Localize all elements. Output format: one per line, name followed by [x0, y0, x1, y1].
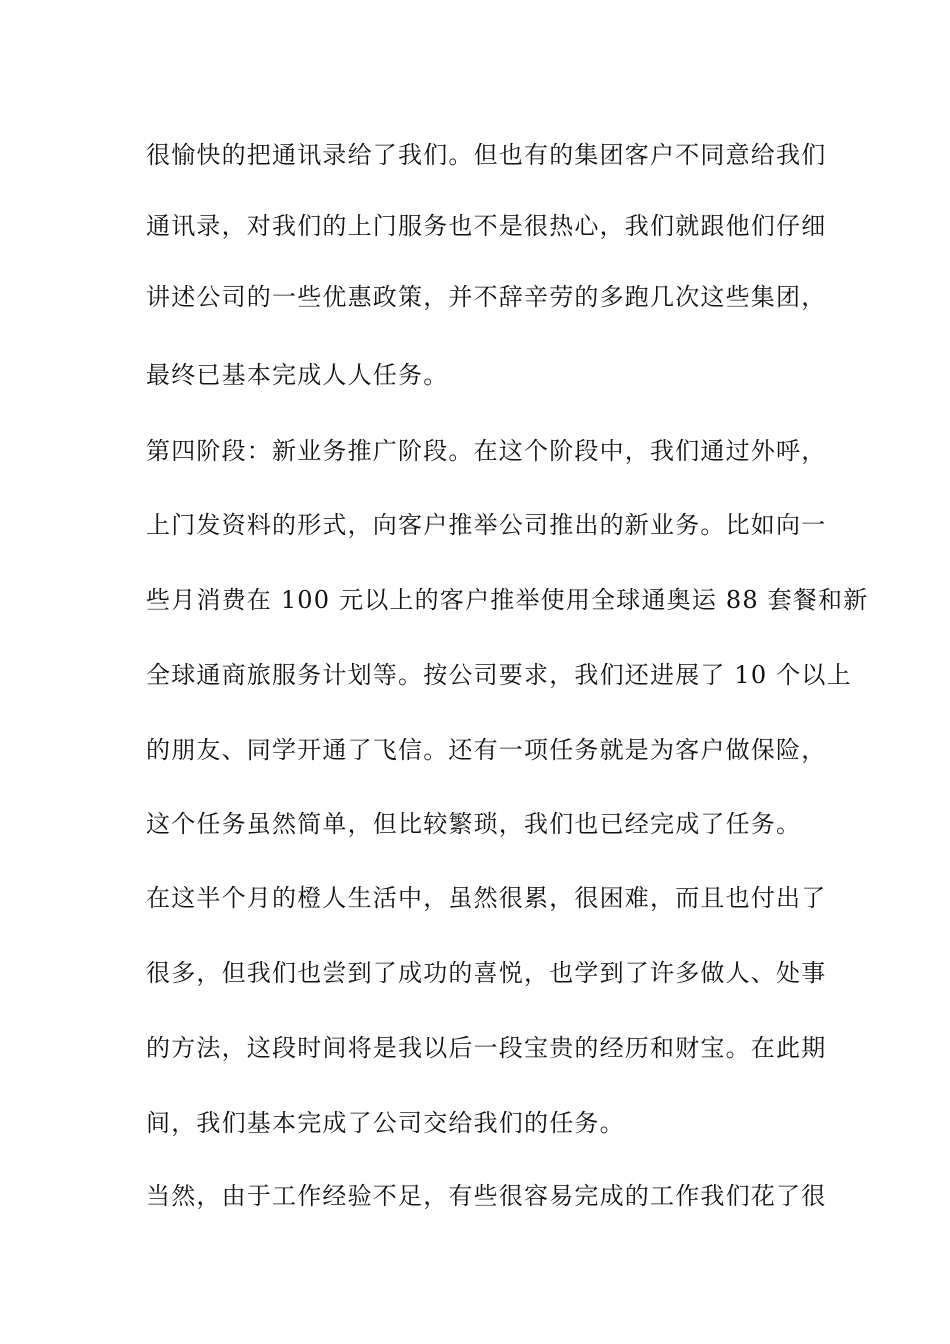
text-line: 的方法，这段时间将是我以后一段宝贵的经历和财宝。在此期 [146, 1034, 827, 1062]
text-line: 通讯录，对我们的上门服务也不是很热心，我们就跟他们仔细 [146, 212, 827, 240]
text-line: 间，我们基本完成了公司交给我们的任务。 [146, 1109, 625, 1137]
text-line: 上门发资料的形式，向客户推举公司推出的新业务。比如向一 [146, 511, 827, 539]
text-line: 最终已基本完成人人任务。 [146, 361, 449, 389]
text-line: 这个任务虽然简单，但比较繁琐，我们也已经完成了任务。 [146, 810, 802, 838]
text-line: 在这半个月的橙人生活中，虽然很累，很困难，而且也付出了 [146, 884, 827, 912]
text-line: 的朋友、同学开通了飞信。还有一项任务就是为客户做保险， [146, 736, 827, 764]
text-line: 讲述公司的一些优惠政策，并不辞辛劳的多跑几次这些集团， [146, 283, 827, 311]
text-line: 全球通商旅服务计划等。按公司要求，我们还进展了 10 个以上 [146, 661, 852, 689]
text-line: 第四阶段：新业务推广阶段。在这个阶段中，我们通过外呼， [146, 437, 827, 465]
text-line: 当然，由于工作经验不足，有些很容易完成的工作我们花了很 [146, 1182, 827, 1210]
text-line: 很愉快的把通讯录给了我们。但也有的集团客户不同意给我们 [146, 141, 827, 169]
text-line: 很多，但我们也尝到了成功的喜悦，也学到了许多做人、处事 [146, 959, 827, 987]
text-line: 些月消费在 100 元以上的客户推举使用全球通奥运 88 套餐和新 [146, 586, 869, 614]
